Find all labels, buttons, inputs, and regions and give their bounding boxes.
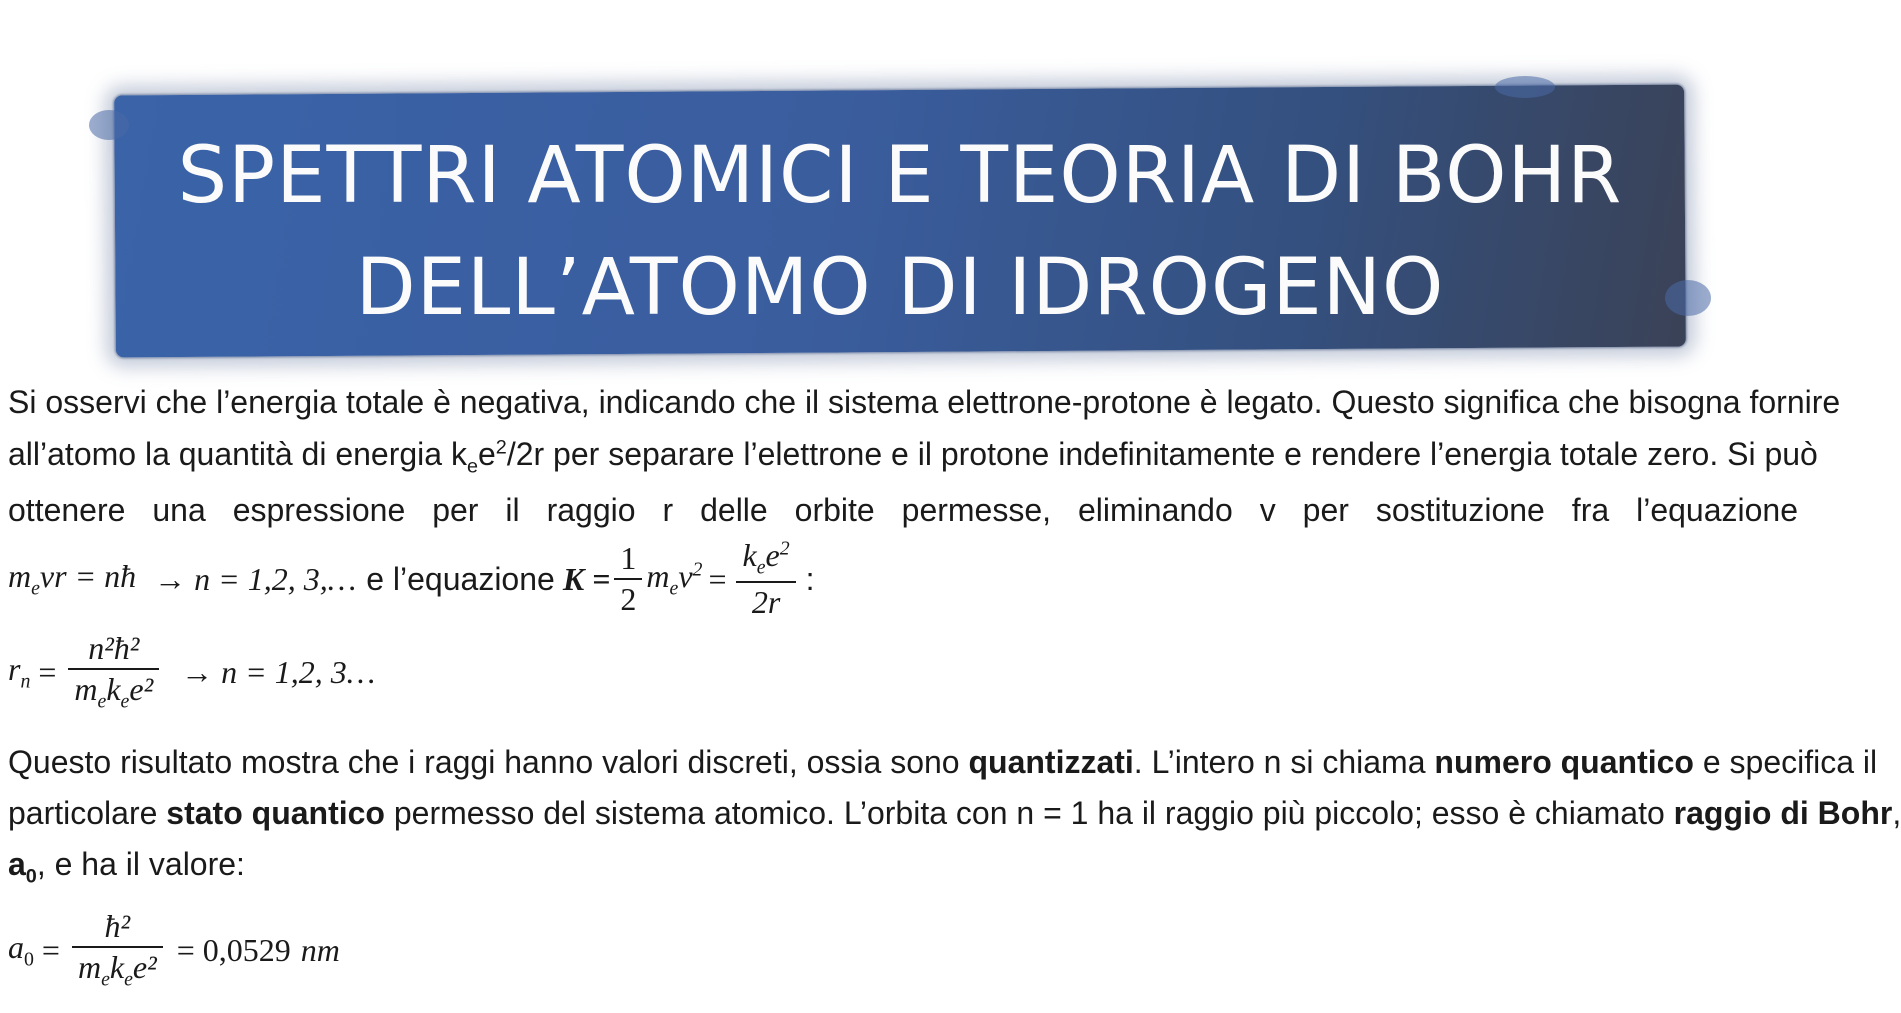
text-span: /2r per separare l’elettrone e il protone indefinitamente e rendere l’energia totale zero. Si può [506,436,1818,472]
numerator: 1 [614,541,642,580]
fraction-ke-over-2r [736,538,795,620]
eq-n-values: → n = 1,2, 3,… [154,560,357,597]
paragraph-2-line-3 [8,846,1798,888]
eq-mv2: $m_ev^2$ [646,557,703,600]
title-line-1: SPETTRI ATOMICI E TEORIA DI BOHR [177,131,1623,221]
term-quantizzati: quantizzati [968,744,1134,780]
text-span: , [1892,795,1901,831]
subscript: 0 [25,865,37,888]
text-span: permesso del sistema atomico. L’orbita con n = 1 ha il raggio più piccolo; esso è chiamato [384,795,1674,831]
text-span: Questo risultato mostra che i raggi hanno valori discreti, ossia sono [8,744,969,780]
equation-line-quantization [8,534,1798,624]
equals-sign: = [41,931,60,968]
colon: : [805,560,815,597]
superscript: 2 [495,436,507,459]
bohr-radius-unit: nm [300,931,340,968]
numerator: ħ² [72,909,163,948]
title-line-2: DELL’ATOMO DI IDROGENO [355,243,1445,333]
title-banner [95,80,1705,360]
eq-kinetic-K: K = [562,560,611,597]
fraction-bohr-radius [72,909,163,991]
paragraph-1-line-2 [8,436,1818,478]
fraction-radius [68,631,159,713]
connector-text: e l’equazione [366,560,555,597]
text-span: , e ha il valore: [36,846,245,882]
term-raggio-di-bohr: raggio di Bohr [1673,795,1893,831]
eq-rn: $r_n$ [8,650,31,693]
text-span: all’atomo la quantità di energia k [8,436,467,472]
bohr-radius-value: = 0,0529 [176,931,291,968]
equation-bohr-radius [8,900,1798,1000]
text-span: particolare [8,795,167,831]
numerator: $k_ee^2$ [736,538,795,583]
equals-sign: = [38,653,57,690]
subscript: e [466,455,478,478]
eq-a0: $a_0$ [8,928,34,971]
page-title [95,120,1705,344]
denominator: $m_ek_ee^2$ [74,670,154,713]
denominator: 2r [751,584,781,621]
text-span: e specifica il [1693,744,1878,780]
term-stato-quantico: stato quantico [166,795,385,831]
denominator: $m_ek_ee^2$ [77,948,157,991]
text-span: . L’intero n si chiama [1133,744,1435,780]
text-span: e [477,436,496,472]
symbol-a0: a [8,846,26,882]
paragraph-1-line-3: ottenere una espressione per il raggio r delle orbite permesse, eliminando v per sostituzione fra l’equazione [8,492,1798,528]
paragraph-1-line-1: Si osservi che l’energia totale è negativa, indicando che il sistema elettrone-protone è legato. Questo significa che bisogna fornire [8,384,1841,420]
paint-splatter [1495,76,1555,98]
denominator: 2 [620,581,637,617]
fraction-one-half [614,541,642,617]
equation-radius [8,622,1798,722]
equals-sign: = [708,560,727,597]
paragraph-2-line-1 [8,744,1878,781]
term-numero-quantico: numero quantico [1434,744,1694,780]
eq-angular-momentum: $m_evr$ = nħ [8,557,137,600]
numerator: n²ħ² [68,631,159,670]
paragraph-2-line-2 [8,795,1901,832]
eq-n-values-2: → n = 1,2, 3… [181,653,376,690]
